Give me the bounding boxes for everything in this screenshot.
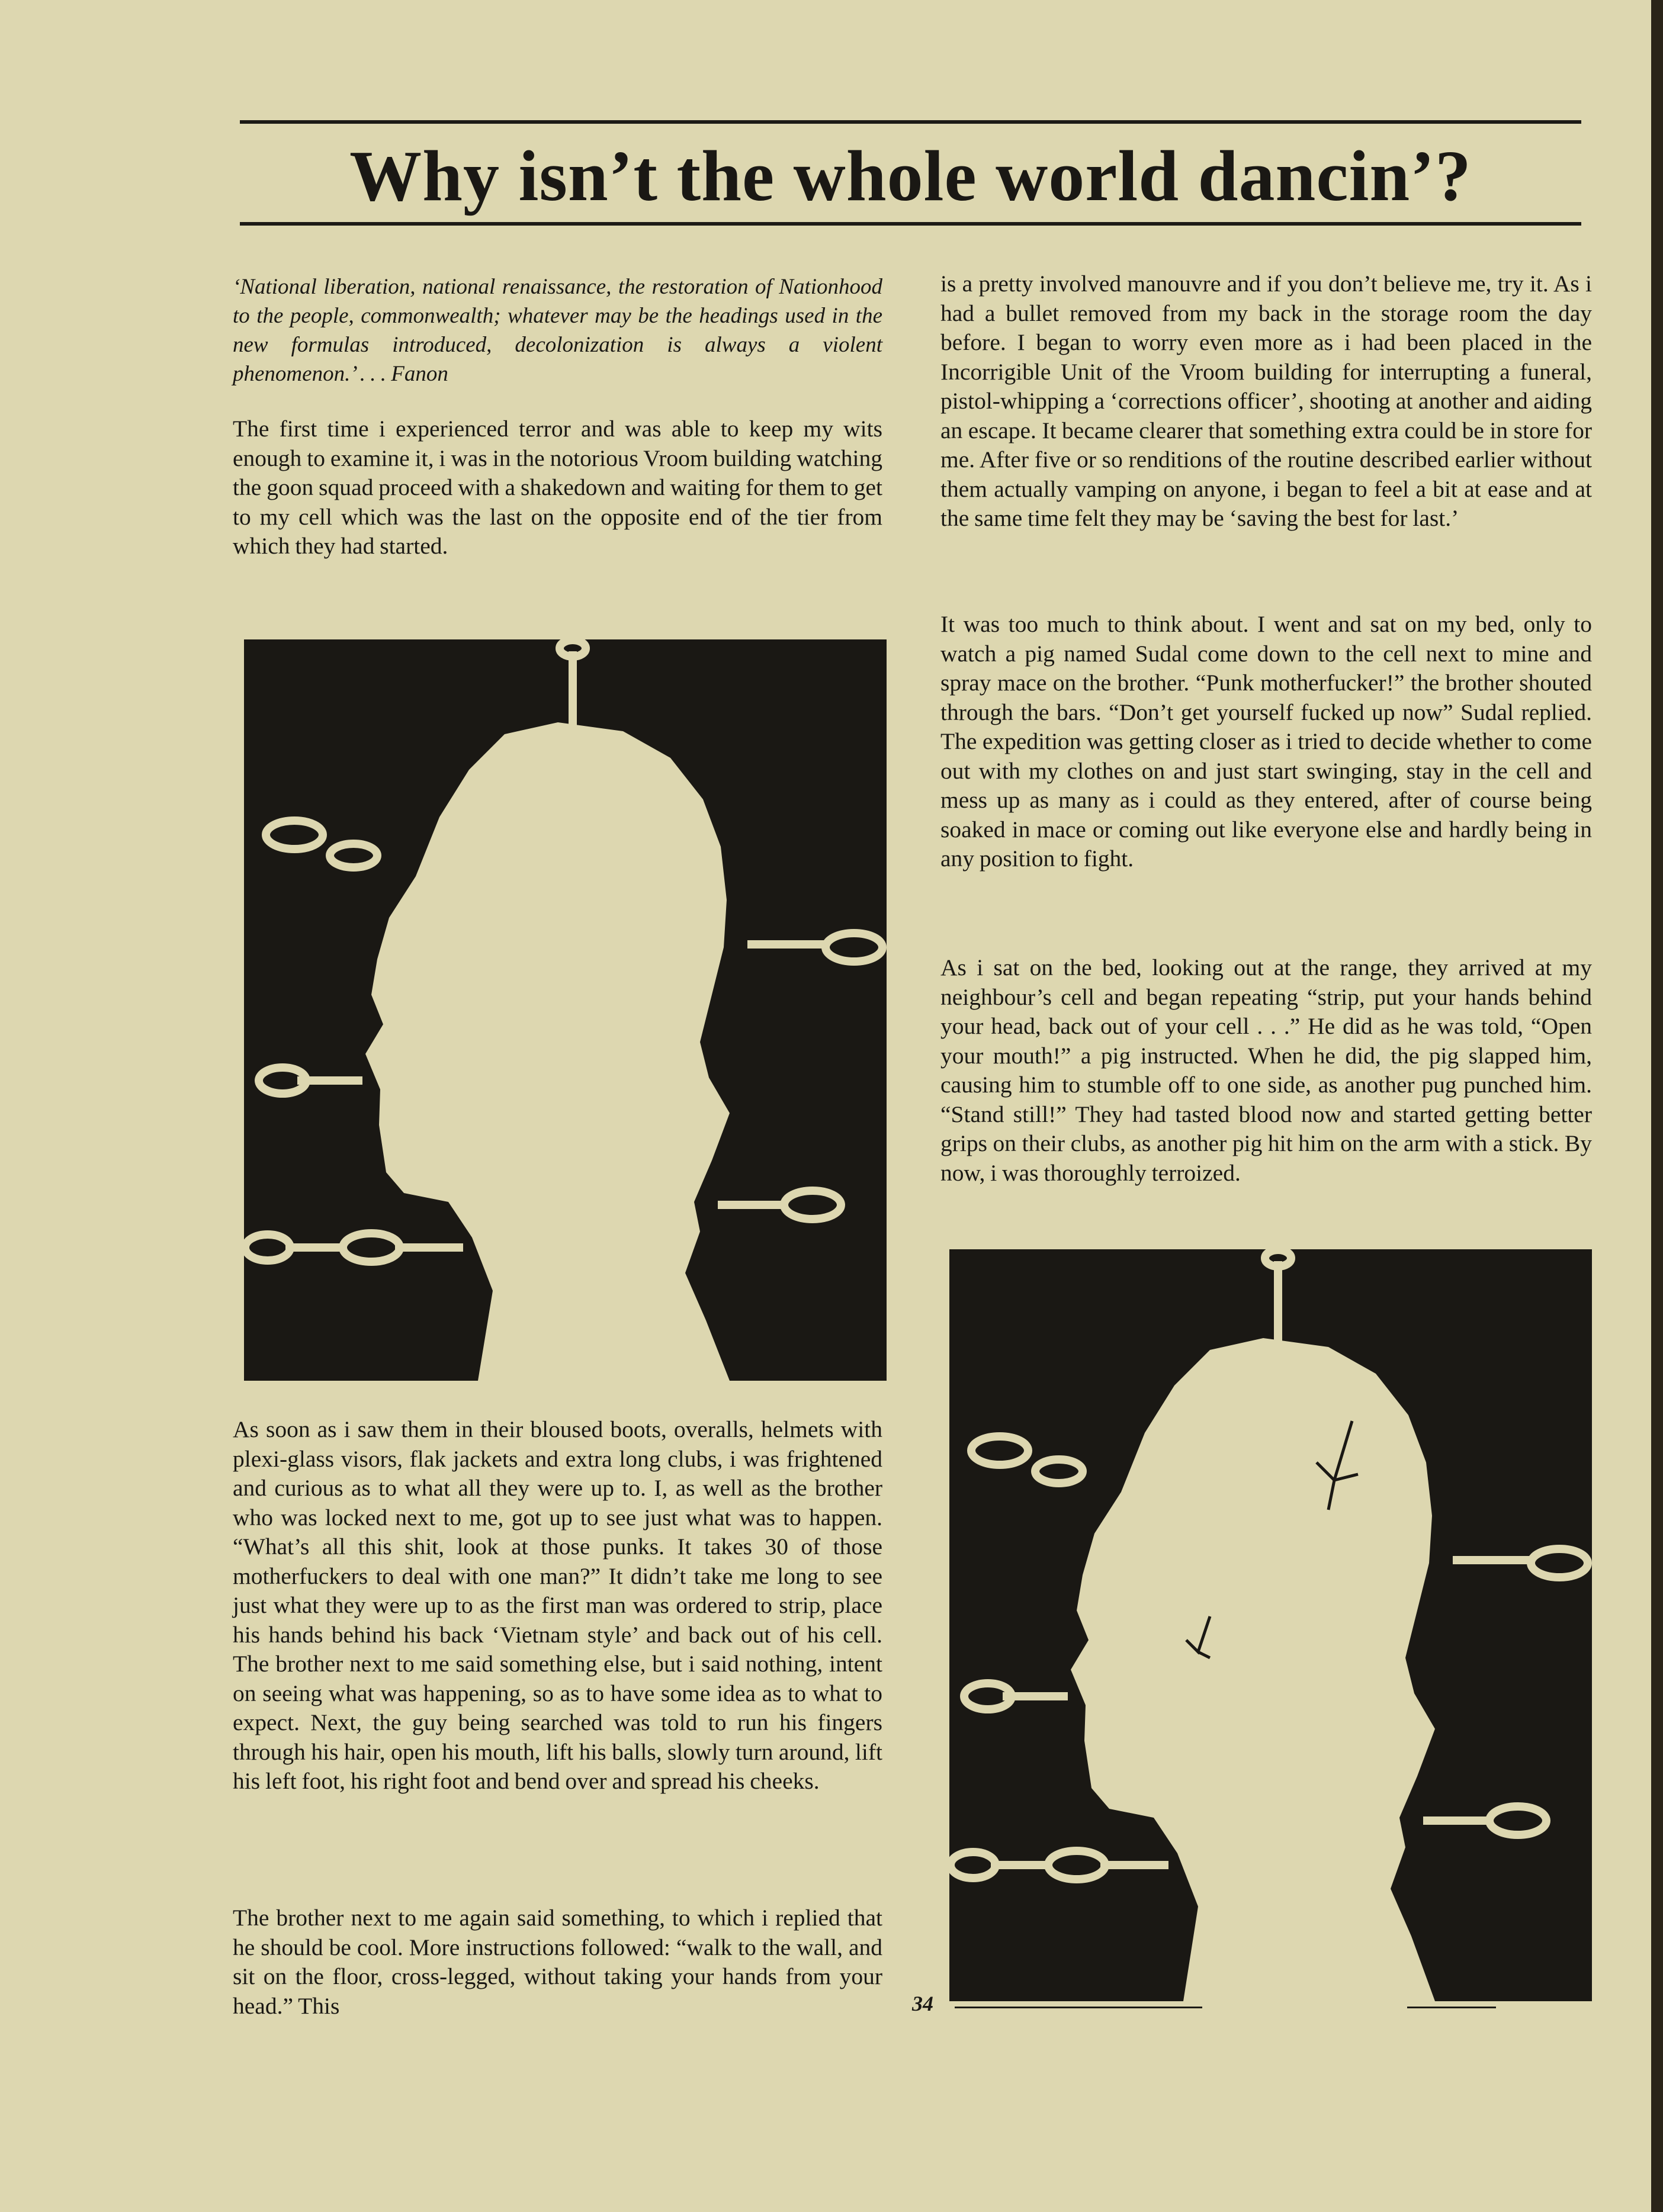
article-title: Why isn’t the whole world dancin’? — [349, 136, 1472, 216]
title-rule-top — [240, 120, 1581, 124]
page-number-rule — [955, 2007, 1202, 2008]
head-in-chains-illustration-1 — [244, 639, 887, 1381]
paragraph-5: It was too much to think about. I went and sat on my bed, only to watch a pig named Sudal come down to the cell next to mine and spray mace on the brother. “Punk motherfucker!” the brother shouted through the bars. “Don’t get yourself fucked up now” Sudal replied. The expedition was getting closer as i tried to decide whether to come out with my clothes on and just start swinging, stay in the cell and mess up as many as i could as they entered, after of course being soaked in mace or coming out like everyone else and hardly being in any position to fight. — [940, 611, 1592, 872]
page-number: 34 — [912, 1992, 933, 2015]
paragraph-6: As i sat on the bed, looking out at the range, they arrived at my neighbour’s cell and began repeating “strip, put your hands behind your head, back out of your cell . . .” He did as he was told, “Open your mouth!” a pig instructed. When he did, the pig slapped him, causing him to stumble off to one side, as another pug punched him. “Stand still!” They had tasted blood now and started getting better grips on their clubs, as another pig hit him on the arm with a stick. By now, i was thoroughly terroized. — [940, 954, 1592, 1186]
title-rule-bottom — [240, 222, 1581, 226]
paragraph-1: The first time i experienced terror and was able to keep my wits enough to examine it, i was in the notorious Vroom building watching the goon squad proceed with a shakedown and waiting for them to get to my cell which was the last on the opposite end of the tier from which they had started. — [233, 416, 882, 559]
epigraph: ‘National liberation, national renaissance, the restoration of Nationhood to the people, commonwealth; whatever may be the headings used in the new formulas introduced, decolonization is always a violent phenomenon.’ . . . Fanon — [233, 275, 882, 386]
paragraph-4: is a pretty involved manouvre and if you don’t believe me, try it. As i had a bullet removed from my back in the storage room the day before. I began to worry even more as i had been placed in the Incorrigible Unit of the Vroom building for interrupting a funeral, pistol-whipping a ‘corrections officer’, shooting at another and aiding an escape. It became clearer that something extra could be in store for me. After five or so renditions of the routine described earlier without them actually vamping on anyone, i began to feel a bit at ease and at the same time felt they may be ‘saving the best for last.’ — [940, 271, 1592, 531]
paragraph-2: As soon as i saw them in their bloused boots, overalls, helmets with plexi-glass visors, flak jackets and extra long clubs, i was frightened and curious as to what all they were up to. I, as well as the brother who was locked next to me, got up to see just what was to happen. “What’s all this shit, look at those punks. It takes 30 of those motherfuckers to deal with one man?” It didn’t take me long to see just what they were up to as the first man was ordered to strip, place his hands behind his back ‘Vietnam style’ and back out of his cell. The brother next to me said something else, but i said nothing, intent on seeing what was happening, so as to have some idea as to what to expect. Next, the guy being searched was told to run his fingers through his hair, open his mouth, lift his balls, slowly turn around, lift his left foot, his right foot and bend over and spread his cheeks. — [233, 1416, 882, 1794]
page-edge-shadow — [1651, 0, 1663, 2212]
page-number-rule-right — [1407, 2007, 1496, 2008]
head-in-chains-illustration-2 — [949, 1249, 1592, 2001]
paragraph-3: The brother next to me again said something, to which i replied that he should be cool. More instructions followed: “walk to the wall, and sit on the floor, cross-legged, without taking your hands from your head.” This — [233, 1905, 882, 2019]
